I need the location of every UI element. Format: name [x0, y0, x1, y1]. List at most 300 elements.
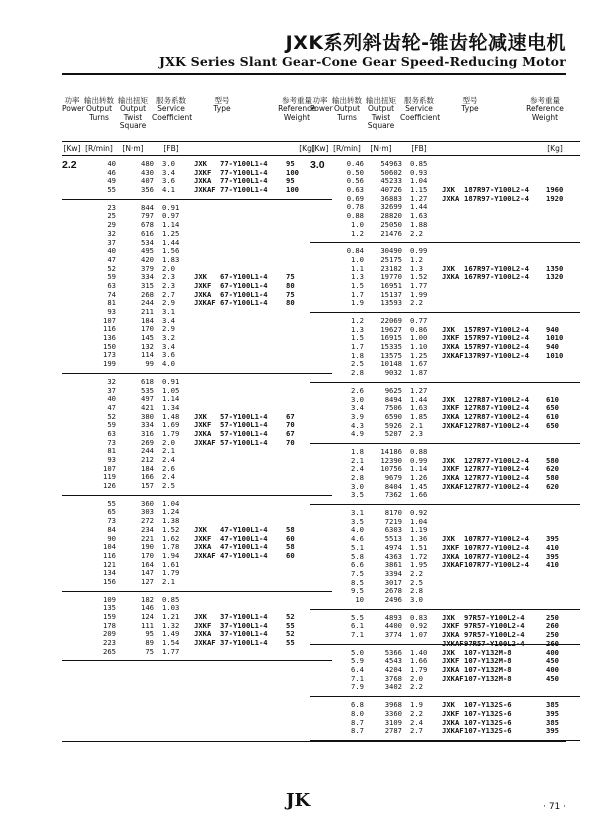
model-prefix: JXKAF	[442, 481, 464, 491]
cell-speed: 1.3	[351, 272, 364, 282]
cell-speed: 8.7	[351, 717, 364, 727]
cell-speed: 23	[107, 202, 116, 212]
cell-service: 1.34	[162, 402, 180, 412]
cell-torque: 6590	[384, 411, 402, 421]
table-row	[62, 578, 332, 587]
unit-weight: [Kg]	[299, 144, 315, 153]
cell-torque: 2787	[384, 726, 402, 736]
cell-torque: 22069	[380, 316, 402, 325]
cell-service: 1.78	[162, 542, 180, 552]
cell-torque: 146	[141, 603, 154, 613]
cell-service: 2.0	[162, 263, 175, 273]
cell-speed: 81	[107, 298, 116, 308]
model-weight: 395	[546, 551, 559, 561]
cell-speed: 6.4	[351, 665, 364, 675]
cell-service: 1.95	[410, 560, 428, 570]
table-row	[62, 395, 332, 404]
cell-torque: 244	[141, 446, 154, 456]
header-service	[400, 96, 441, 122]
cell-torque: 184	[141, 463, 154, 473]
model-prefix: JXKF	[442, 464, 460, 474]
header-speed-line: 输出转数	[84, 96, 114, 105]
cell-torque: 211	[141, 307, 154, 316]
model-code: 107-Y132M-8	[464, 665, 512, 675]
model-prefix: JXKAF	[442, 638, 464, 648]
model-weight: 1960	[546, 185, 564, 195]
cell-service: 1.10	[410, 342, 428, 352]
model-code: 47-Y100L1-4	[220, 533, 268, 543]
cell-torque: 16915	[380, 333, 402, 343]
cell-torque: 7219	[384, 516, 402, 526]
cell-speed: 3.0	[351, 394, 364, 404]
unit-speed: [R/min]	[333, 144, 361, 153]
model-prefix: JXK	[442, 534, 455, 544]
cell-torque: 16951	[380, 280, 402, 290]
model-weight: 1920	[546, 193, 564, 203]
table-row	[62, 387, 332, 396]
model-prefix: JXK	[442, 394, 455, 404]
cell-speed: 3.4	[351, 403, 364, 413]
model-weight: 67	[286, 428, 295, 438]
table-group	[62, 200, 332, 374]
cell-service: 2.1	[162, 446, 175, 456]
cell-speed: 0.84	[346, 246, 364, 256]
header-torque-line: Twist	[123, 112, 143, 122]
cell-service: 0.99	[410, 455, 428, 465]
cell-speed: 5.9	[351, 656, 364, 666]
model-code: 67-Y100L1-4	[220, 281, 268, 291]
cell-speed: 25	[107, 211, 116, 221]
cell-speed: 73	[107, 516, 116, 526]
cell-service: 1.56	[162, 246, 180, 256]
model-code: 127R77-Y100L2-4	[464, 481, 529, 491]
model-weight: 395	[546, 726, 559, 736]
cell-speed: 47	[107, 254, 116, 264]
header-service-line: Service	[157, 104, 185, 114]
cell-torque: 111	[141, 620, 154, 630]
model-prefix: JXKA	[442, 473, 460, 482]
unit-row	[310, 142, 580, 156]
cell-torque: 9032	[384, 368, 402, 378]
model-code: 107R77-Y100L2-4	[464, 542, 529, 552]
cell-service: 0.85	[410, 159, 428, 168]
cell-torque: 10756	[380, 464, 402, 474]
model-code: 127R77-Y100L2-4	[464, 464, 529, 474]
model-weight: 410	[546, 542, 559, 552]
model-code: 107-Y132M-8	[464, 656, 512, 666]
model-code: 47-Y100L1-4	[220, 524, 268, 534]
cell-service: 1.45	[410, 481, 428, 491]
cell-speed: 150	[103, 341, 116, 351]
model-weight: 58	[286, 542, 295, 552]
cell-torque: 268	[141, 289, 154, 299]
model-code: 47-Y100L1-4	[220, 542, 268, 552]
cell-service: 1.54	[162, 638, 180, 648]
header-service-line: 服务系数	[156, 96, 186, 105]
cell-speed: 159	[103, 612, 116, 621]
cell-service: 3.4	[162, 167, 175, 177]
cell-torque: 534	[141, 237, 154, 247]
cell-service: 1.40	[410, 647, 428, 657]
cell-torque: 99	[145, 359, 154, 369]
model-weight: 610	[546, 411, 559, 421]
cell-speed: 1.8	[351, 446, 364, 456]
model-code: 67-Y100L1-4	[220, 272, 268, 282]
cell-torque: 114	[141, 350, 154, 360]
cell-torque: 244	[141, 298, 154, 308]
model-prefix: JXKA	[442, 342, 460, 352]
cell-service: 1.44	[410, 202, 428, 212]
cell-torque: 5207	[384, 429, 402, 439]
cell-service: 1.87	[410, 368, 428, 378]
cell-speed: 199	[103, 359, 116, 369]
table-row	[62, 212, 332, 221]
model-code: 97R57-Y100L2-4	[464, 612, 525, 622]
model-prefix: JXKAF	[442, 726, 464, 736]
table-group	[310, 610, 580, 648]
table-row	[62, 447, 332, 456]
cell-torque: 182	[141, 594, 154, 604]
cell-torque: 4893	[384, 612, 402, 622]
cell-torque: 164	[141, 559, 154, 569]
header-speed-line: Output	[333, 104, 361, 114]
cell-speed: 74	[107, 289, 116, 299]
table-row	[310, 230, 580, 239]
cell-service: 3.6	[162, 350, 175, 360]
cell-service: 2.1	[410, 420, 423, 430]
model-prefix: JXKAF	[194, 298, 216, 308]
cell-speed: 8.5	[351, 577, 364, 587]
page-number: · 71 ·	[543, 802, 566, 812]
cell-service: 1.04	[410, 516, 428, 526]
cell-speed: 3.5	[351, 516, 364, 526]
cell-service: 2.0	[410, 673, 423, 683]
model-code: 37-Y100L1-4	[220, 638, 268, 648]
model-prefix: JXKA	[442, 272, 460, 282]
model-code: 97R57-Y100L2-4	[464, 630, 525, 639]
cell-speed: 136	[103, 333, 116, 343]
cell-speed: 0.50	[346, 167, 364, 177]
cell-torque: 212	[141, 455, 154, 464]
unit-torque: [N·m]	[122, 144, 144, 153]
model-weight: 100	[286, 185, 299, 195]
cell-service: 1.14	[162, 394, 180, 404]
model-code: 127R77-Y100L2-4	[464, 455, 529, 465]
table-row	[62, 482, 332, 491]
cell-torque: 32699	[380, 202, 402, 212]
model-weight: 70	[286, 420, 295, 430]
model-code: 157R97-Y100L2-4	[464, 333, 529, 343]
model-code: 57-Y100L1-4	[220, 411, 268, 421]
model-weight: 67	[286, 411, 295, 421]
cell-service: 2.1	[162, 576, 175, 586]
header-speed-line: 输出转数	[332, 96, 362, 105]
table-row	[310, 491, 580, 500]
cell-torque: 4543	[384, 656, 402, 666]
cell-service: 0.92	[410, 621, 428, 631]
model-prefix: JXK	[442, 612, 455, 622]
cell-torque: 430	[141, 167, 154, 177]
cell-torque: 379	[141, 263, 154, 273]
cell-speed: 7.5	[351, 568, 364, 578]
page-title-english: JXK Series Slant Gear-Cone Gear Speed-Reducing Motor	[158, 54, 566, 69]
table-row	[310, 369, 580, 378]
cell-service: 1.44	[410, 394, 428, 404]
cell-speed: 46	[107, 167, 116, 177]
model-code: 37-Y100L1-4	[220, 629, 268, 639]
brand-logo: JK	[286, 790, 311, 811]
cell-speed: 1.7	[351, 289, 364, 299]
cell-service: 2.7	[410, 726, 423, 736]
cell-service: 1.26	[410, 473, 428, 482]
model-weight: 940	[546, 342, 559, 352]
cell-torque: 9679	[384, 473, 402, 482]
table-group	[310, 156, 580, 243]
cell-speed: 1.3	[351, 324, 364, 334]
header-service-line: 服务系数	[404, 96, 434, 105]
table-group	[310, 383, 580, 444]
model-weight: 52	[286, 629, 295, 639]
cell-speed: 7.1	[351, 673, 364, 683]
model-weight: 60	[286, 533, 295, 543]
unit-power: [Kw]	[63, 144, 81, 153]
cell-torque: 127	[141, 576, 154, 586]
model-code: 107-Y132S-6	[464, 708, 512, 718]
table-group	[62, 496, 332, 592]
cell-service: 2.5	[162, 481, 175, 491]
cell-speed: 0.56	[346, 176, 364, 186]
cell-service: 1.52	[162, 524, 180, 534]
power-value: 3.0	[310, 159, 325, 171]
header-torque-line: Square	[119, 121, 147, 131]
header-service	[152, 96, 193, 122]
model-code: 167R97-Y100L2-4	[464, 272, 529, 282]
table-row	[310, 587, 580, 596]
header-type-line: 型号	[214, 96, 230, 105]
cell-torque: 23182	[380, 263, 402, 273]
cell-torque: 8494	[384, 394, 402, 404]
model-weight: 450	[546, 656, 559, 666]
table-row	[62, 500, 332, 509]
model-code: 57-Y100L1-4	[220, 428, 268, 438]
cell-service: 1.99	[410, 289, 428, 299]
model-code: 187R97-Y100L2-4	[464, 185, 529, 195]
cell-service: 0.91	[162, 202, 180, 212]
cell-speed: 116	[103, 324, 116, 334]
cell-speed: 37	[107, 237, 116, 247]
model-weight: 95	[286, 159, 295, 168]
header-weight-line: Reference	[278, 104, 316, 114]
page-title-chinese: JXK系列斜齿轮-锥齿轮减速电机	[285, 32, 566, 54]
model-weight: 450	[546, 673, 559, 683]
header-power	[310, 96, 333, 114]
column-header	[62, 97, 332, 142]
cell-torque: 190	[141, 542, 154, 552]
cell-speed: 55	[107, 185, 116, 195]
cell-torque: 497	[141, 394, 154, 404]
cell-torque: 36883	[380, 193, 402, 203]
cell-speed: 2.8	[351, 473, 364, 482]
model-weight: 1010	[546, 350, 564, 360]
cell-speed: 223	[103, 638, 116, 648]
cell-speed: 0.78	[346, 202, 364, 212]
model-prefix: JXKA	[442, 193, 460, 203]
table-group	[310, 505, 580, 610]
cell-speed: 55	[107, 498, 116, 508]
cell-service: 1.51	[410, 542, 428, 552]
cell-service: 1.03	[162, 603, 180, 613]
table-row	[62, 239, 332, 248]
cell-torque: 166	[141, 472, 154, 482]
cell-speed: 1.7	[351, 342, 364, 352]
cell-service: 2.2	[410, 682, 423, 692]
cell-speed: 7.9	[351, 682, 364, 692]
cell-torque: 797	[141, 211, 154, 221]
cell-torque: 157	[141, 481, 154, 491]
model-code: 57-Y100L1-4	[220, 420, 268, 430]
cell-torque: 5513	[384, 534, 402, 544]
cell-service: 1.83	[162, 254, 180, 264]
model-prefix: JXK	[442, 700, 455, 710]
model-weight: 95	[286, 176, 295, 186]
cell-speed: 40	[107, 159, 116, 168]
cell-service: 2.9	[162, 324, 175, 334]
model-prefix: JXKF	[194, 533, 212, 543]
cell-speed: 40	[107, 394, 116, 404]
model-weight: 260	[546, 621, 559, 631]
cell-speed: 1.5	[351, 280, 364, 290]
cell-service: 1.79	[162, 568, 180, 578]
model-code: 57-Y100L1-4	[220, 437, 268, 447]
model-prefix: JXKA	[442, 551, 460, 561]
cell-torque: 145	[141, 333, 154, 343]
model-prefix: JXKAF	[442, 420, 464, 430]
cell-speed: 116	[103, 550, 116, 560]
model-code: 127R87-Y100L2-4	[464, 403, 529, 413]
header-power-line: Power	[310, 104, 333, 114]
table-row	[62, 648, 332, 657]
table-row	[310, 299, 580, 308]
cell-torque: 15335	[380, 342, 402, 352]
table-row	[62, 247, 332, 256]
cell-torque: 5366	[384, 647, 402, 657]
cell-service: 1.94	[162, 550, 180, 560]
cell-torque: 315	[141, 280, 154, 290]
cell-speed: 1.0	[351, 254, 364, 264]
cell-service: 1.69	[162, 420, 180, 430]
cell-service: 1.07	[410, 630, 428, 639]
cell-speed: 8.0	[351, 708, 364, 718]
cell-speed: 4.3	[351, 420, 364, 430]
model-weight: 395	[546, 534, 559, 544]
cell-service: 1.04	[410, 176, 428, 186]
cell-speed: 8.7	[351, 726, 364, 736]
model-code: 107-Y132S-6	[464, 726, 512, 736]
cell-torque: 234	[141, 524, 154, 534]
model-code: 127R77-Y100L2-4	[464, 473, 529, 482]
model-code: 127R87-Y100L2-4	[464, 411, 529, 421]
cell-torque: 89	[145, 638, 154, 648]
cell-speed: 47	[107, 402, 116, 412]
table-group	[310, 645, 580, 697]
cell-speed: 107	[103, 315, 116, 325]
cell-torque: 356	[141, 185, 154, 195]
cell-torque: 535	[141, 385, 154, 395]
cell-speed: 3.0	[351, 481, 364, 491]
model-prefix: JXKA	[442, 411, 460, 421]
cell-torque: 221	[141, 533, 154, 543]
model-prefix: JXKF	[194, 281, 212, 291]
cell-speed: 178	[103, 620, 116, 630]
model-prefix: JXKA	[194, 176, 212, 186]
cell-torque: 124	[141, 612, 154, 621]
model-prefix: JXK	[194, 159, 207, 168]
cell-torque: 40726	[380, 185, 402, 195]
cell-torque: 21476	[380, 228, 402, 238]
cell-service: 1.27	[410, 385, 428, 395]
cell-service: 0.91	[162, 376, 180, 386]
cell-service: 1.3	[410, 263, 423, 273]
model-code: 107-Y132S-6	[464, 700, 512, 710]
cell-torque: 10148	[380, 359, 402, 369]
cell-service: 1.24	[162, 507, 180, 517]
model-prefix: JXKAF	[194, 437, 216, 447]
cell-torque: 170	[141, 324, 154, 334]
model-code: 37-Y100L1-4	[220, 620, 268, 630]
cell-service: 0.97	[162, 211, 180, 221]
model-code: 107R77-Y100L2-4	[464, 534, 529, 544]
cell-torque: 3768	[384, 673, 402, 683]
cell-speed: 107	[103, 463, 116, 473]
model-prefix: JXKAF	[194, 638, 216, 648]
table-group	[310, 697, 580, 741]
cell-service: 2.5	[410, 577, 423, 587]
cell-torque: 3394	[384, 568, 402, 578]
cell-torque: 844	[141, 202, 154, 212]
cell-service: 4.0	[162, 359, 175, 369]
cell-speed: 5.1	[351, 542, 364, 552]
header-type	[440, 97, 500, 114]
cell-torque: 4974	[384, 542, 402, 552]
cell-speed: 6.6	[351, 560, 364, 570]
cell-service: 1.52	[410, 272, 428, 282]
title-rule	[62, 73, 566, 75]
model-weight: 650	[546, 403, 559, 413]
cell-torque: 303	[141, 507, 154, 517]
cell-service: 1.05	[162, 385, 180, 395]
model-prefix: JXKF	[194, 620, 212, 630]
cell-service: 2.4	[410, 717, 423, 727]
cell-speed: 2.8	[351, 368, 364, 378]
cell-service: 0.93	[410, 167, 428, 177]
cell-service: 1.63	[410, 211, 428, 221]
cell-torque: 495	[141, 246, 154, 256]
cell-service: 1.61	[162, 559, 180, 569]
cell-speed: 156	[103, 576, 116, 586]
cell-torque: 3360	[384, 708, 402, 718]
cell-speed: 2.1	[351, 455, 364, 465]
cell-speed: 134	[103, 568, 116, 578]
model-code: 107-Y132M-8	[464, 647, 512, 657]
model-prefix: JXKA	[442, 665, 460, 675]
cell-service: 2.0	[162, 437, 175, 447]
header-power-line: 功率	[312, 96, 328, 105]
cell-torque: 28820	[380, 211, 402, 221]
model-prefix: JXKA	[194, 428, 212, 438]
cell-torque: 2496	[384, 594, 402, 604]
model-weight: 400	[546, 647, 559, 657]
cell-speed: 5.0	[351, 647, 364, 657]
